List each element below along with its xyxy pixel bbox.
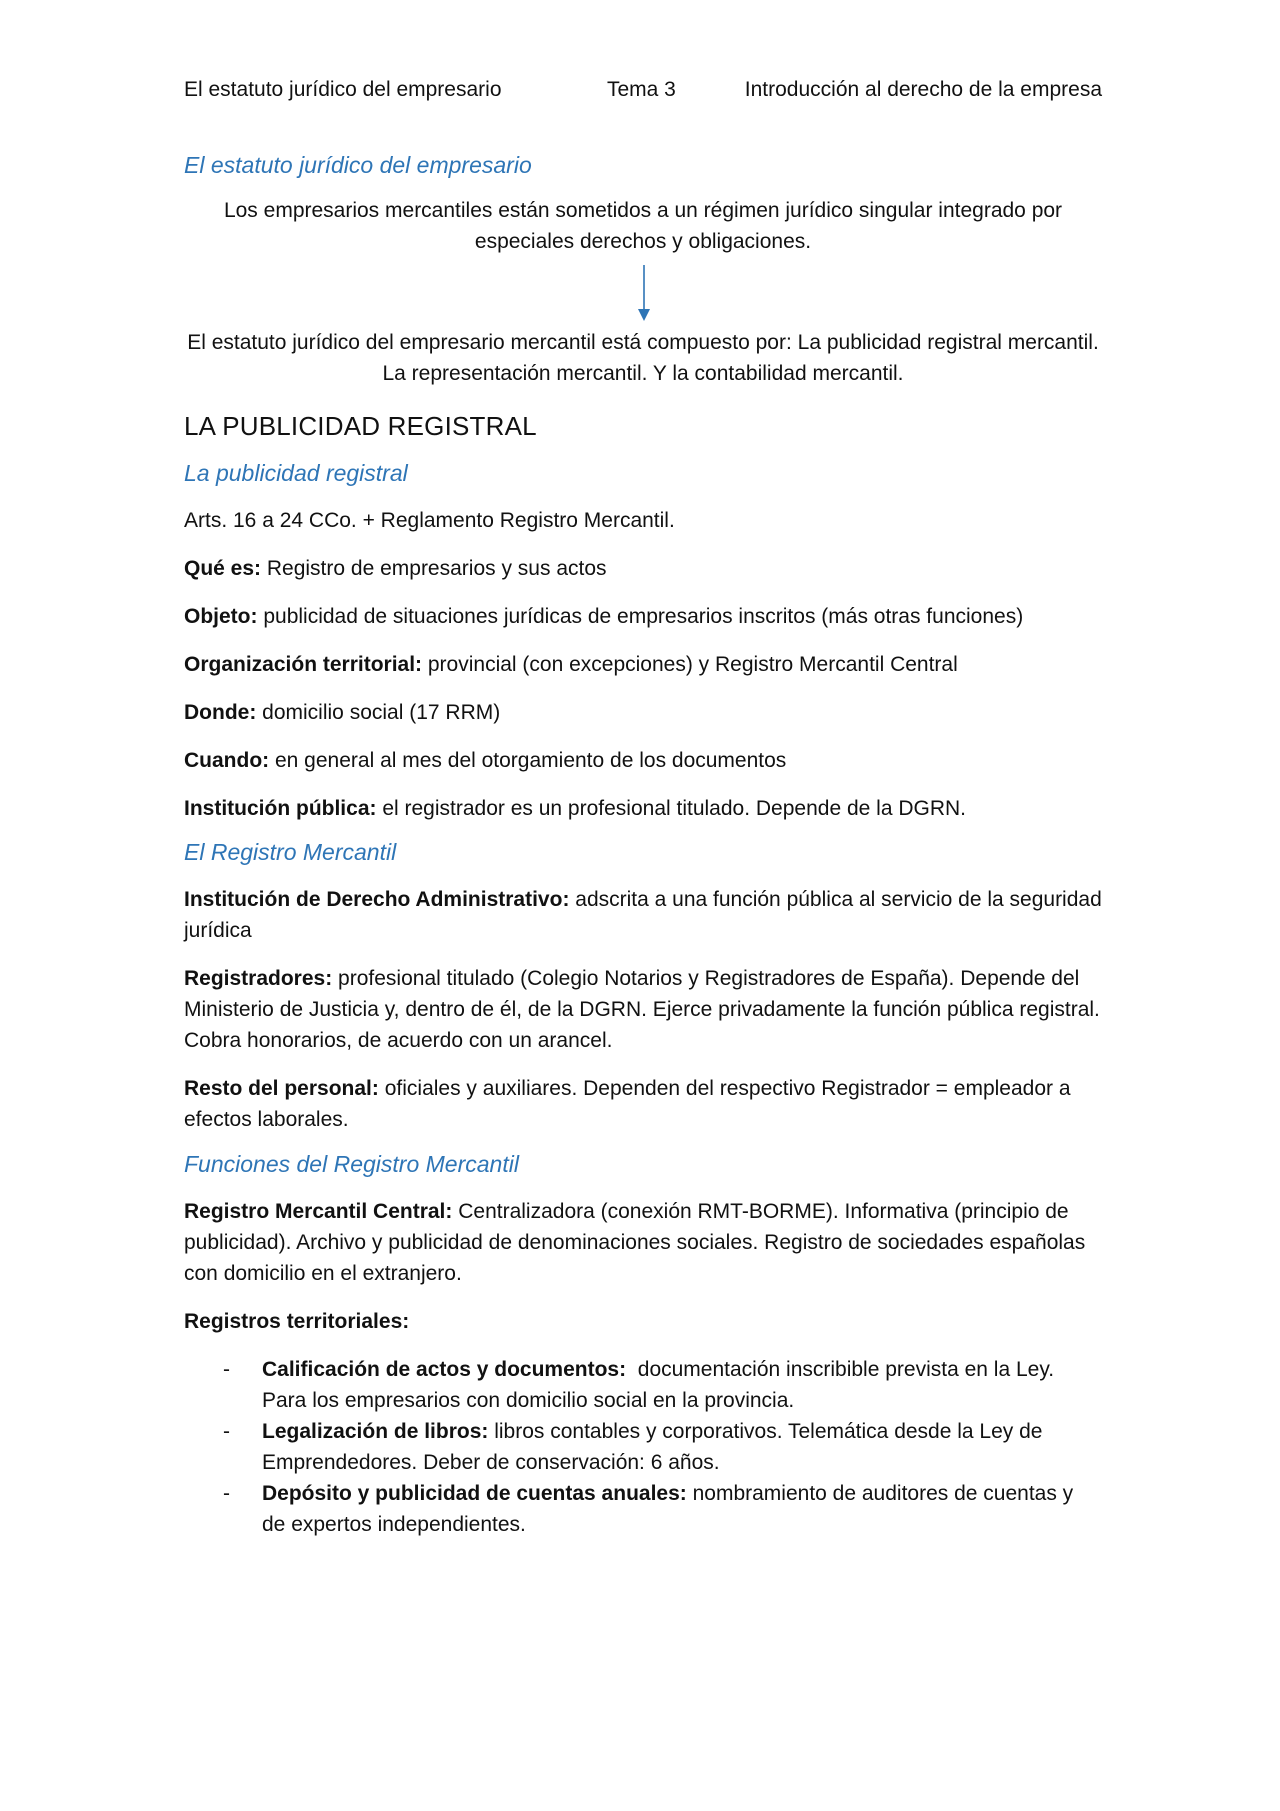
item-label: Objeto: bbox=[184, 605, 258, 628]
item-institucion bbox=[184, 793, 1102, 824]
item-donde bbox=[184, 697, 1102, 728]
item-label: Qué es: bbox=[184, 557, 262, 580]
funciones-list bbox=[184, 1354, 1102, 1540]
item-label: Donde: bbox=[184, 701, 257, 724]
item-label: Organización territorial: bbox=[184, 653, 423, 676]
header-right: Introducción al derecho de la empresa bbox=[744, 78, 1102, 101]
item-label: Legalización de libros: bbox=[262, 1420, 489, 1443]
item-institucion-derecho bbox=[184, 884, 1102, 946]
down-arrow bbox=[184, 263, 1102, 327]
item-text: oficiales y auxiliares. Dependen del respectivo Registrador = empleador a efectos laborales. bbox=[184, 1077, 1071, 1131]
header-left: El estatuto jurídico del empresario bbox=[184, 78, 502, 101]
item-text: publicidad de situaciones jurídicas de empresarios inscritos (más otras funciones) bbox=[257, 605, 1024, 628]
heading-publicidad: La publicidad registral bbox=[184, 460, 408, 486]
item-label: Resto del personal: bbox=[184, 1077, 379, 1100]
header-center: Tema 3 bbox=[607, 78, 676, 101]
item-que-es bbox=[184, 553, 1102, 584]
list-dash: - bbox=[223, 1420, 230, 1443]
item-text: provincial (con excepciones) y Registro Mercantil Central bbox=[422, 653, 958, 676]
list-dash: - bbox=[223, 1358, 230, 1381]
list-item bbox=[223, 1354, 1102, 1416]
item-text: en general al mes del otorgamiento de los documentos bbox=[269, 749, 787, 772]
item-text: Registro de empresarios y sus actos bbox=[261, 557, 607, 580]
section-title: LA PUBLICIDAD REGISTRAL bbox=[184, 411, 537, 441]
item-label: Cuando: bbox=[184, 749, 270, 772]
item-objeto bbox=[184, 601, 1102, 632]
item-registradores bbox=[184, 963, 1102, 1056]
item-label: Registro Mercantil Central: bbox=[184, 1200, 453, 1223]
list-item bbox=[223, 1478, 1102, 1540]
item-organizacion bbox=[184, 649, 1102, 680]
item-label: Depósito y publicidad de cuentas anuales: bbox=[262, 1482, 687, 1505]
arts-reference: Arts. 16 a 24 CCo. + Reglamento Registro Mercantil. bbox=[184, 509, 675, 532]
heading-registro: El Registro Mercantil bbox=[184, 839, 397, 865]
intro-paragraph-1: Los empresarios mercantiles están sometidos a un régimen jurídico singular integrado por especiales derechos y obligaciones. bbox=[223, 199, 1063, 253]
registros-territoriales-label bbox=[184, 1306, 1102, 1337]
item-text: profesional titulado (Colegio Notarios y Registradores de España). Depende del Ministerio de Justicia y, dentro de él, de la DGRN. Ejerce privadamente la función pública registral. Cobra honorarios, de acuerdo con un arancel. bbox=[184, 967, 1100, 1052]
item-text: libros contables y corporativos. Telemática desde la Ley de Emprendedores. Deber de conservación: 6 años. bbox=[262, 1420, 1043, 1474]
item-label: Registradores: bbox=[184, 967, 333, 990]
item-text: adscrita a una función pública al servicio de la seguridad jurídica bbox=[184, 888, 1102, 942]
item-resto-personal bbox=[184, 1073, 1102, 1135]
item-label: Institución pública: bbox=[184, 797, 377, 820]
heading-estatuto: El estatuto jurídico del empresario bbox=[184, 152, 532, 178]
down-arrow-icon bbox=[634, 263, 654, 323]
item-text: documentación inscribible prevista en la Ley. Para los empresarios con domicilio social en la provincia. bbox=[262, 1358, 1060, 1412]
running-header bbox=[184, 78, 1102, 108]
item-label: Registros territoriales: bbox=[184, 1310, 410, 1333]
item-label: Institución de Derecho Administrativo: bbox=[184, 888, 570, 911]
item-text: el registrador es un profesional titulado. Depende de la DGRN. bbox=[376, 797, 966, 820]
heading-funciones: Funciones del Registro Mercantil bbox=[184, 1151, 519, 1177]
item-registro-central bbox=[184, 1196, 1102, 1289]
item-cuando bbox=[184, 745, 1102, 776]
list-item bbox=[223, 1416, 1102, 1478]
item-label: Calificación de actos y documentos: bbox=[262, 1358, 627, 1381]
intro-paragraph-2: El estatuto jurídico del empresario mercantil está compuesto por: La publicidad registral mercantil. La representación mercantil. Y la contabilidad mercantil. bbox=[187, 331, 1099, 385]
item-text: nombramiento de auditores de cuentas y de expertos independientes. bbox=[262, 1482, 1074, 1536]
document-body bbox=[184, 152, 1102, 1540]
item-text: domicilio social (17 RRM) bbox=[256, 701, 501, 724]
item-text: Centralizadora (conexión RMT-BORME). Informativa (principio de publicidad). Archivo y publicidad de denominaciones sociales. Registro de sociedades españolas con domicilio en el extranjero. bbox=[184, 1200, 1086, 1285]
list-dash: - bbox=[223, 1482, 230, 1505]
